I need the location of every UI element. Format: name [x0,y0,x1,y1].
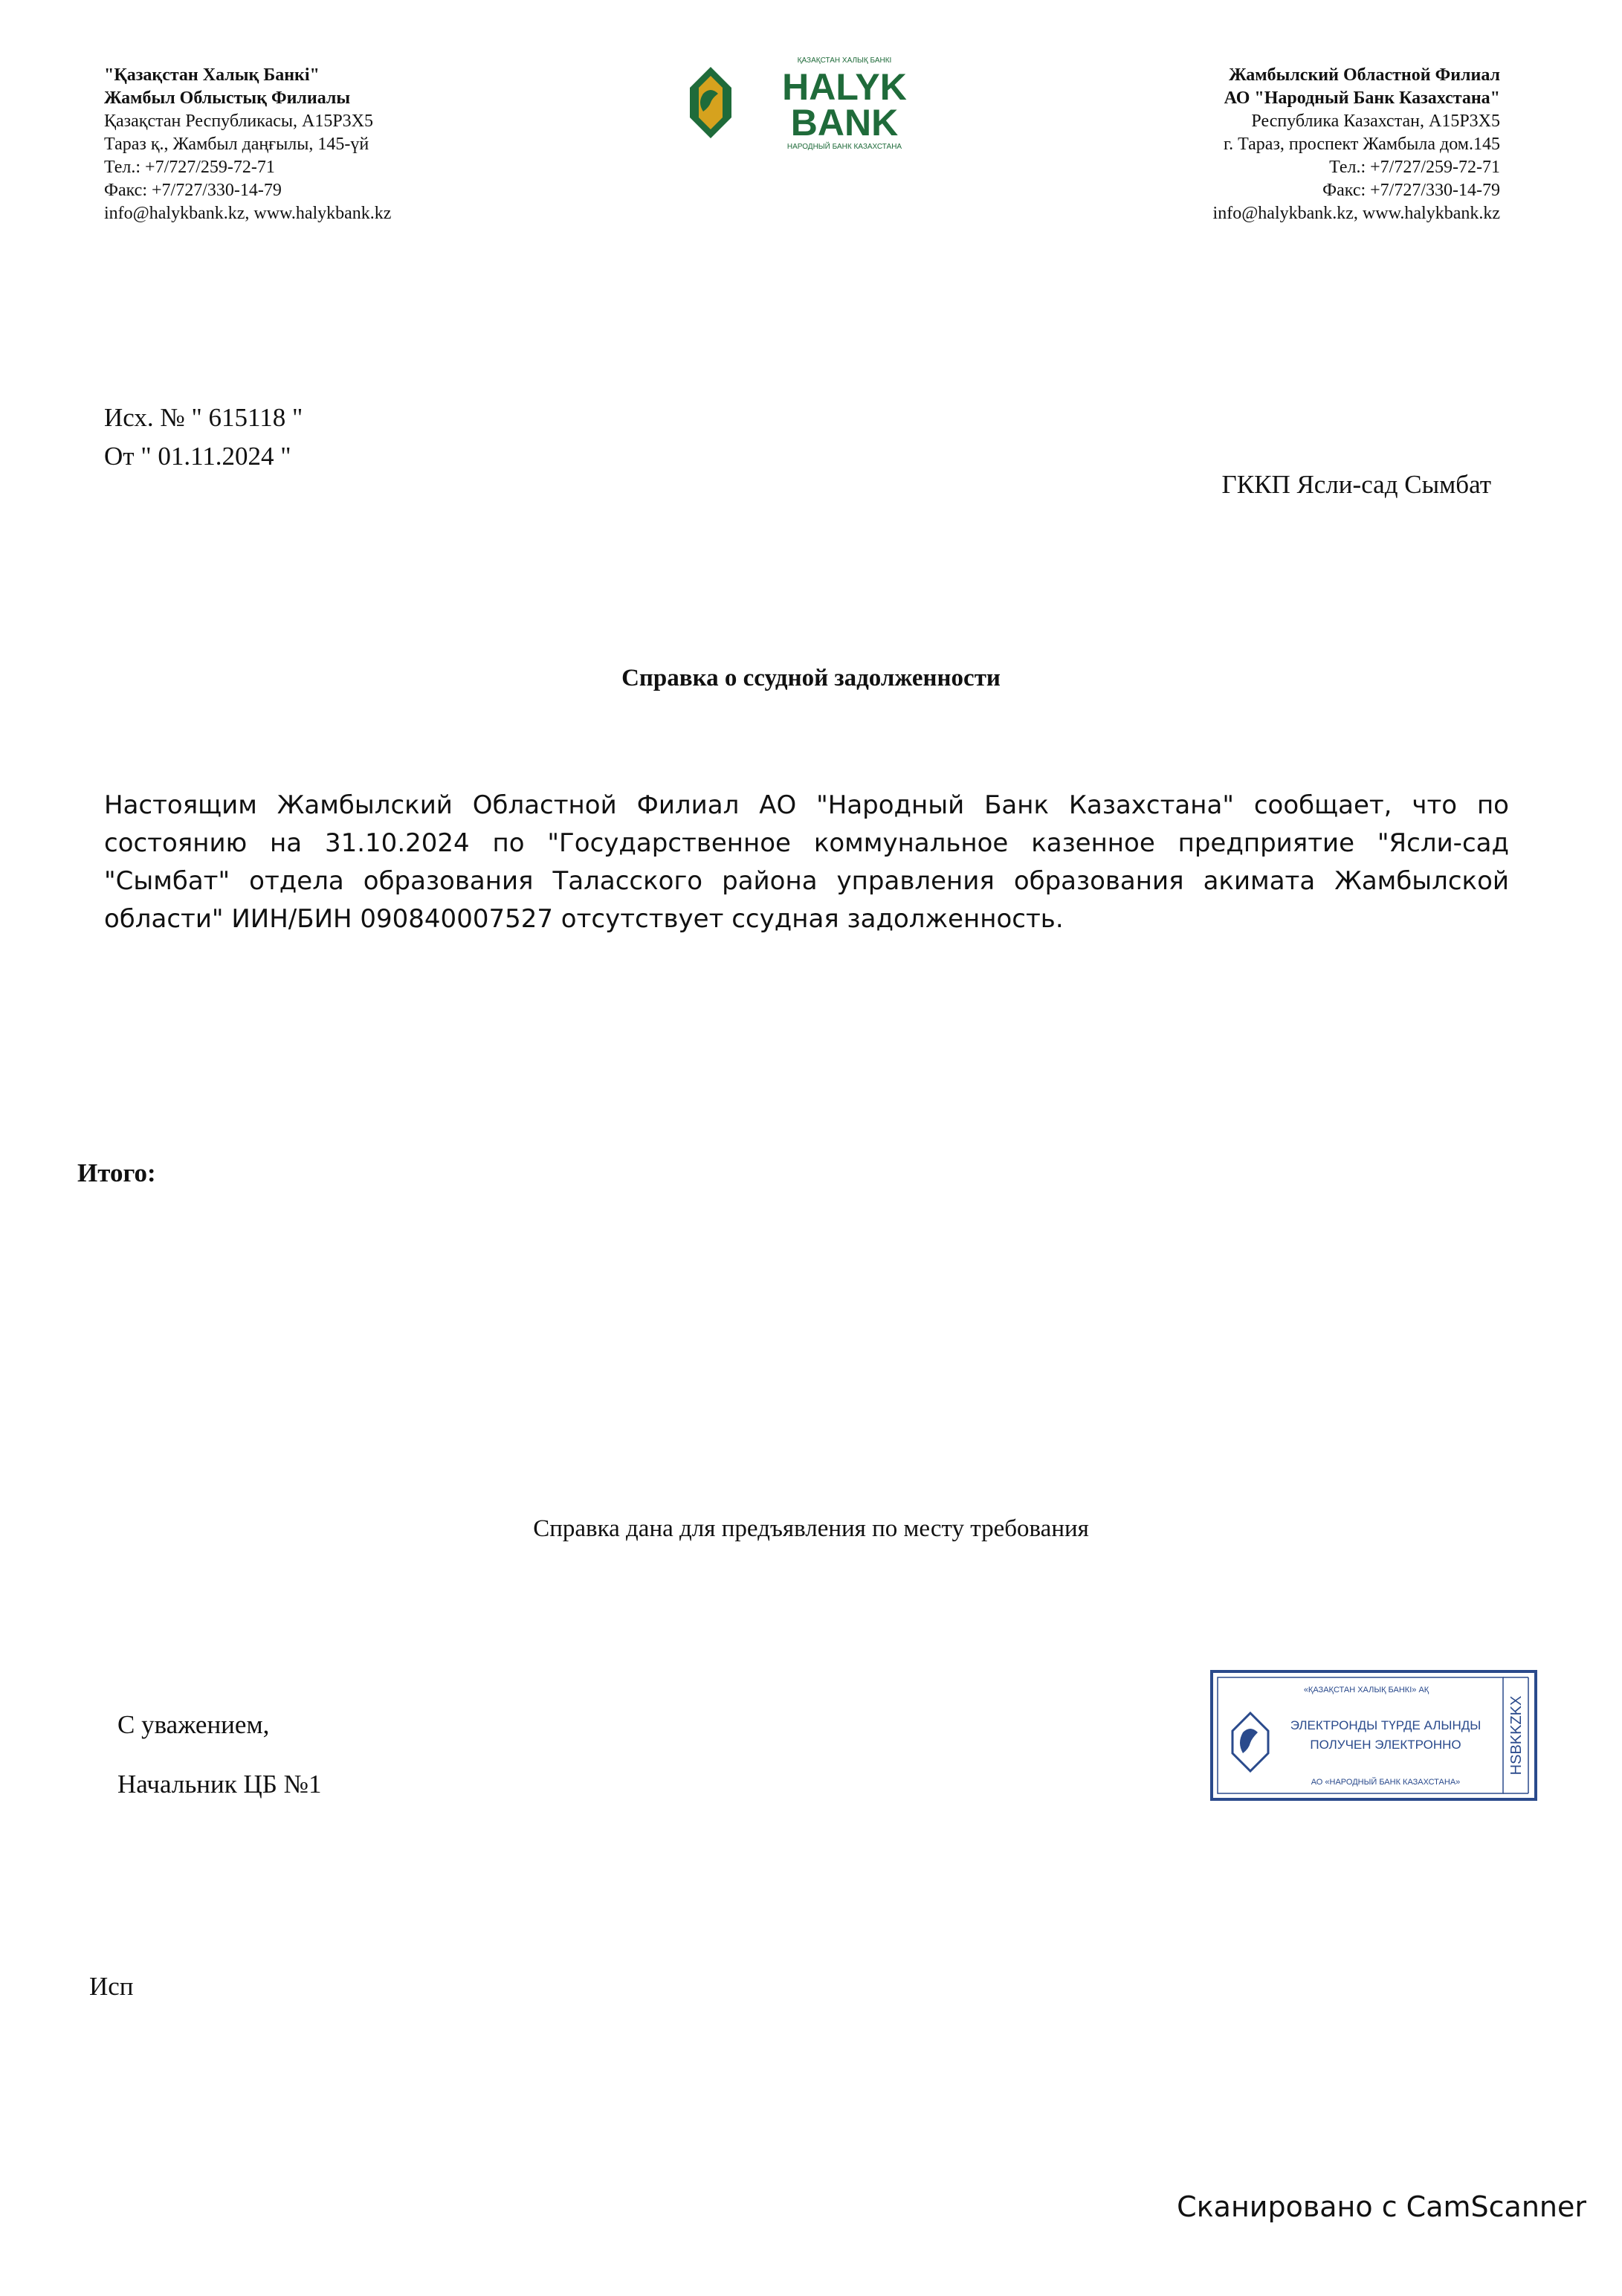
logo-emblem-icon [690,67,731,138]
body-paragraph: Настоящим Жамбылский Областной Филиал АО "Народный Банк Казахстана" сообщает, что по состоянию на 31.10.2024 по "Государственное коммунальное казенное предприятие "Ясли-сад "Сымбат" отдела образования Таласского района управления образования акимата Жамбылской области" ИИН/БИН 090840007527 отсутствует ссудная задолженность. [104,790,1509,934]
header-right-ru [1213,64,1500,225]
halyk-bank-logo [659,51,926,155]
header-left-kz [104,64,391,225]
recipient: ГККП Ясли-сад Сымбат [1221,470,1491,499]
header-left-line4: Тараз қ., Жамбыл даңғылы, 145-үй [104,135,369,154]
document-title: Справка о ссудной задолженности [621,665,1001,691]
scanner-watermark: Сканировано с CamScanner [1177,2190,1586,2223]
header-right-line5: Тел.: +7/727/259-72-71 [1329,158,1500,177]
closing-regards: С уважением, [117,1710,270,1739]
logo-word-halyk: HALYK [782,66,907,108]
stamp-line-ru: ПОЛУЧЕН ЭЛЕКТРОННО [1310,1738,1461,1752]
executor-label: Исп [89,1972,134,2001]
header-left-line2: Жамбыл Облыстық Филиалы [104,88,351,108]
header-right-line4: г. Тараз, проспект Жамбыла дом.145 [1223,135,1500,154]
header-right-line2: АО "Народный Банк Казахстана" [1224,88,1500,108]
outgoing-date: От " 01.11.2024 " [104,442,291,471]
logo-word-bank: BANK [790,102,899,144]
outgoing-number: Исх. № " 615118 " [104,403,303,432]
stamp-line-kz: ЭЛЕКТРОНДЫ ТҮРДЕ АЛЫНДЫ [1290,1718,1482,1732]
stamp-emblem-icon [1232,1713,1268,1771]
stamp-bottom-text: АО «НАРОДНЫЙ БАНК КАЗАХСТАНА» [1311,1778,1461,1787]
total-label: Итого: [77,1158,156,1187]
header-left-line5: Тел.: +7/727/259-72-71 [104,158,275,177]
header-right-line7: info@halykbank.kz, www.halykbank.kz [1212,204,1500,223]
header-left-line6: Факс: +7/727/330-14-79 [104,181,282,200]
electronic-stamp [1210,1670,1537,1801]
header-right-line1: Жамбылский Областной Филиал [1229,65,1500,85]
stamp-swift-code: HSBKKZKX [1508,1695,1525,1776]
logo-bottom-text: НАРОДНЫЙ БАНК КАЗАХСТАНА [786,143,902,151]
stamp-top-text: «ҚАЗАҚСТАН ХАЛЫҚ БАНКІ» АҚ [1303,1686,1429,1694]
header-left-line1: "Қазақстан Халық Банкі" [104,65,320,85]
header-right-line6: Факс: +7/727/330-14-79 [1322,181,1500,200]
header-right-line3: Республика Казахстан, A15P3X5 [1251,112,1500,131]
outgoing-reference [104,399,303,476]
closing-block [117,1695,322,1814]
header-left-line7: info@halykbank.kz, www.halykbank.kz [104,204,392,223]
header-left-line3: Қазақстан Республикасы, A15P3X5 [104,112,374,131]
purpose-statement: Справка дана для предъявления по месту требования [533,1515,1089,1542]
logo-top-text: ҚАЗАҚСТАН ХАЛЫҚ БАНКІ [797,57,892,65]
closing-position: Начальник ЦБ №1 [117,1770,322,1799]
